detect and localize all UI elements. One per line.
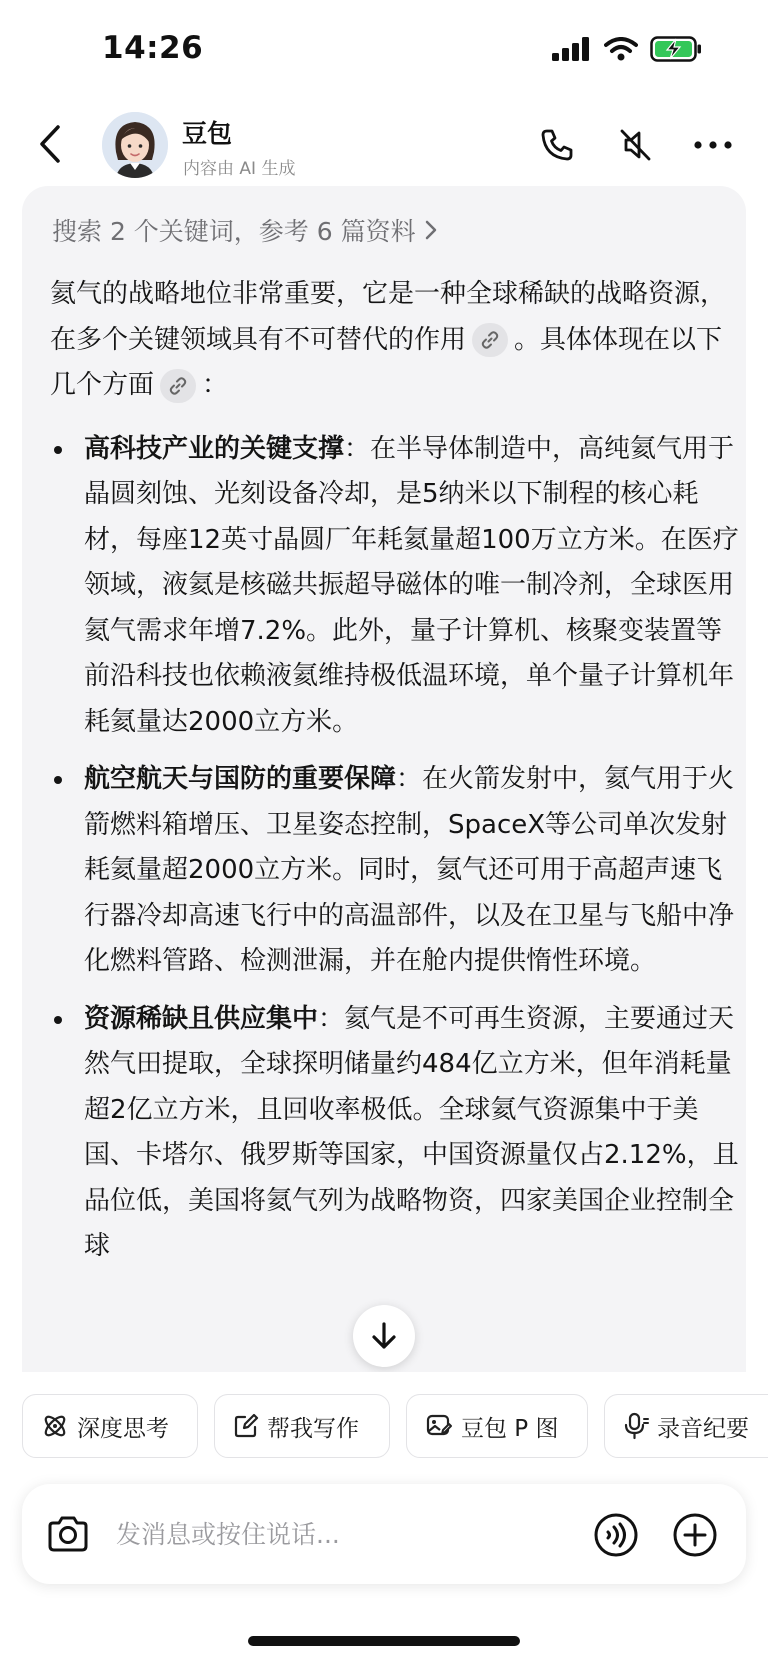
quick-action-label: 帮我写作 [267,1415,359,1442]
ai-disclaimer: 内容由 AI 生成 [183,159,296,179]
quick-action-recording[interactable] [604,1394,768,1458]
quick-actions-bar [0,1372,768,1468]
bullet-text: ：在半导体制造中，高纯氦气用于晶圆刻蚀、光刻设备冷却，是5纳米以下制程的核心耗材，每座12英寸晶圆厂年耗氦量超100万立方米。在医疗领域，液氦是核磁共振超导磁体的唯一制冷剂，全球医用氦气需求年增7.2%。此外，量子计算机、核聚变装置等前沿科技也依赖液氦维持极低温环境，单个量子计算机年耗氦量达2000立方米。 [84,433,739,737]
message-body [50,272,740,1282]
add-attachment-button[interactable] [672,1512,718,1558]
mute-button[interactable] [612,122,658,168]
voice-waves-icon [593,1512,639,1558]
quick-action-label: 豆包 P 图 [461,1415,559,1442]
bot-avatar[interactable] [102,112,168,178]
wifi-icon [604,37,638,61]
cellular-signal-icon [552,37,592,61]
bullet-title: 资源稀缺且供应集中 [84,1003,319,1034]
camera-button[interactable] [44,1510,92,1558]
call-button[interactable] [534,122,580,168]
list-item [50,757,740,985]
chevron-right-icon [424,219,438,241]
status-icons [552,36,702,62]
intro-paragraph [50,272,740,409]
phone-icon [539,127,575,163]
arrow-down-icon [371,1321,397,1351]
quick-action-deep-think[interactable] [22,1394,198,1458]
home-indicator [248,1636,520,1646]
status-time: 14:26 [102,30,204,66]
back-button[interactable] [28,114,72,174]
atom-icon [41,1412,69,1440]
avatar-icon [102,112,168,178]
search-references-link[interactable] [52,212,438,248]
battery-charging-icon [650,36,702,62]
microphone-icon [623,1412,649,1440]
message-composer [22,1484,746,1584]
bullet-text: ：在火箭发射中，氦气用于火箭燃料箱增压、卫星姿态控制，SpaceX等公司单次发射耗氦量超2000立方米。同时，氦气还可用于高超声速飞行器冷却高速飞行中的高温部件，以及在卫星与飞船中净化燃料管路、检测泄漏，并在舱内提供惰性环境。 [84,764,735,976]
link-icon [480,330,500,350]
chat-header [0,100,768,188]
quick-action-writing[interactable] [214,1394,390,1458]
quick-action-label: 录音纪要 [657,1415,749,1442]
message-input[interactable] [116,1512,546,1556]
voice-call-button[interactable] [593,1512,639,1558]
intro-text-3: ： [202,370,229,400]
search-summary: 搜索 2 个关键词，参考 6 篇资料 [52,217,416,246]
chevron-left-icon [38,124,62,164]
reference-chip[interactable] [472,323,508,357]
intro-text: 氦气的战略地位非常重要，它是一种全球稀缺的战略资源，在多个关键领域具有不可替代的作用 [50,279,727,355]
bullet-list [50,427,740,1270]
assistant-message [22,186,746,1386]
quick-action-label: 深度思考 [77,1415,169,1442]
quick-action-image-edit[interactable] [406,1394,588,1458]
bot-name: 豆包 [182,119,233,148]
bullet-title: 高科技产业的关键支撑 [84,433,345,464]
reference-chip[interactable] [160,369,196,403]
image-edit-icon [425,1412,453,1440]
intro-text-2: 。具体体现在以下几个方面 [50,324,723,400]
link-icon [168,376,188,396]
bullet-text: ：氦气是不可再生资源，主要通过天然气田提取，全球探明储量约484亿立方米，但年消耗量超2亿立方米，且回收率极低。全球氦气资源集中于美国、卡塔尔、俄罗斯等国家，中国资源量仅占2.12%，且品位低，美国将氦气列为战略物资，四家美国企业控制全球 [84,1003,739,1261]
edit-icon [233,1413,259,1439]
bullet-title: 航空航天与国防的重要保障 [84,764,397,794]
more-button[interactable] [690,122,736,168]
status-bar [0,0,768,100]
camera-icon [46,1515,90,1553]
plus-circle-icon [672,1512,718,1558]
speaker-muted-icon [616,126,654,164]
more-dots-icon [693,140,733,150]
list-item [50,427,740,746]
scroll-to-bottom-button[interactable] [353,1305,415,1367]
list-item [50,997,740,1270]
